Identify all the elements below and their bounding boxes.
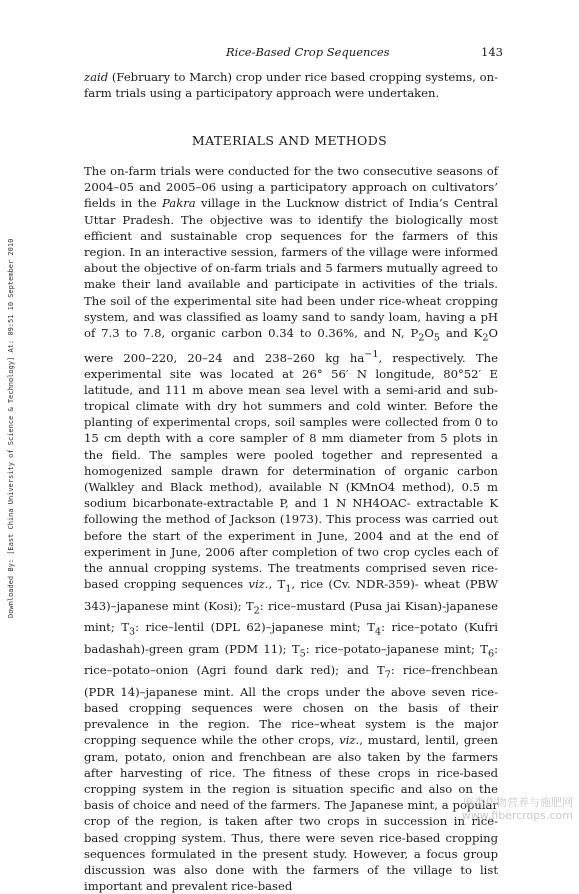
running-head-title: Rice-Based Crop Sequences (226, 45, 390, 59)
running-head (0, 45, 579, 59)
intro-continuation-paragraph (84, 69, 498, 101)
superscript: −1 (364, 348, 379, 360)
italic-term: viz. (248, 577, 269, 592)
subscript: 4 (374, 626, 382, 638)
subscript: 5 (299, 648, 306, 660)
italic-term: viz. (339, 733, 360, 748)
italic-term: Pakra (162, 196, 196, 211)
methods-text: , mustard, lentil, green gram, potato, onion and frenchbean are also taken by the farmers after harvesting of rice. The fitness of these crops in rice-based cropping system in the region is situation specific and also on the basis of choice and need of the farmers. The Japanese mint, a popular crop of the region, is taken after two crops in succession in rice-based cropping system. Thus, there were seven rice-based cropping sequences formulated in the present study. However, a focus group discussion was also done with the farmers of the village to list important and prevalent rice-based (84, 733, 498, 894)
subscript: 5 (433, 332, 441, 344)
subscript: 1 (285, 583, 292, 595)
italic-term-zaid: zaid (84, 70, 109, 84)
methods-text: , rice (Cv. NDR-359)- wheat (PBW 343)–japanese mint (Kosi); T (84, 577, 498, 613)
intro-continuation-text: (February to March) crop under rice based cropping systems, on-farm trials using a participatory approach were undertaken. (84, 70, 498, 101)
site-watermark (462, 796, 573, 822)
methods-text: : rice–lentil (DPL 62)–japanese mint; T (135, 620, 375, 635)
methods-text: The on-farm trials were conducted for the two consecutive seasons of 2004–05 and 2005–06 using a participatory approach on cultivators’ fields in the (84, 164, 498, 211)
subscript: 3 (128, 626, 136, 638)
subscript: 2 (482, 332, 489, 344)
section-heading: MATERIALS AND METHODS (191, 133, 388, 148)
download-notice: Downloaded By: [East China University of Science & Technology] At: 09:51 10 September 2010 (7, 238, 15, 618)
methods-text: village in the Lucknow district of India’s Central Uttar Pradesh. The objective was to identify the biologically most efficient and sustainable crop sequences for the farmers of this region. In an interactive session, farmers of the village were informed about the objective of on-farm trials and 5 farmers mutually agreed to make their land available and participate in activities of the trials. The soil of the experimental site had been under rice-wheat cropping system, and was classified as loamy sand to sandy loam, having a pH of 7.3 to 7.8, organic carbon 0.34 to 0.36%, and N, P (84, 196, 498, 341)
methods-text: and K (440, 326, 483, 341)
methods-text: : rice–potato (Kufri badashah)-green gram (PDM 11); T (84, 620, 499, 656)
methods-text: : rice–frenchbean (PDR 14)–japanese mint. All the crops under the above seven rice-based cropping sequences were chosen on the basis of their prevalence in the region. The rice–wheat system is the major cropping sequence while the other crops, (84, 663, 498, 748)
methods-text: : rice–potato–japanese mint; T (305, 641, 488, 656)
subscript: 2 (418, 332, 425, 344)
methods-text: , respectively. The experimental site was located at 26° 56′ N longitude, 80°52′ E latitude, and 111 m above mean sea level with a semi-arid and sub-tropical climate with dry hot summers and cold winter. Before the planting of experimental crops, soil samples were collected from 0 to 15 cm depth with a core sampler of 8 mm diameter from 5 plots in the field. The samples were pooled together and represented a homogenized sample drawn for determination of organic carbon (Walkley and Black method), available N (KMnO4 method), 0.5 m sodium bicarbonate-extractable P, and 1 N NH4OAC- extractable K following the method of Jackson (1973). This process was carried out before the start of the experiment in June, 2004 and at the end of experiment in June, 2006 after completion of two crop cycles each of the annual cropping systems. The treatments comprised seven rice-based cropping sequences (84, 350, 498, 592)
methods-text: : rice–potato–onion (Agri found dark red); and T (84, 641, 498, 678)
subscript: 2 (253, 605, 260, 617)
methods-text: : rice–mustard (Pusa jai Kisan)-japanese mint; T (84, 598, 498, 635)
watermark-site-name: 麻类作物营养与施肥网 (463, 796, 573, 809)
methods-text: O were 200–220, 20–24 and 238–260 kg ha (84, 326, 498, 365)
watermark-url: www.fibercrops.com (461, 809, 573, 822)
subscript: 6 (487, 648, 495, 660)
methods-text: O (424, 326, 434, 341)
page-number: 143 (481, 45, 503, 59)
methods-text: , T (268, 577, 286, 592)
subscript: 7 (384, 669, 391, 681)
methods-paragraph (84, 163, 498, 894)
